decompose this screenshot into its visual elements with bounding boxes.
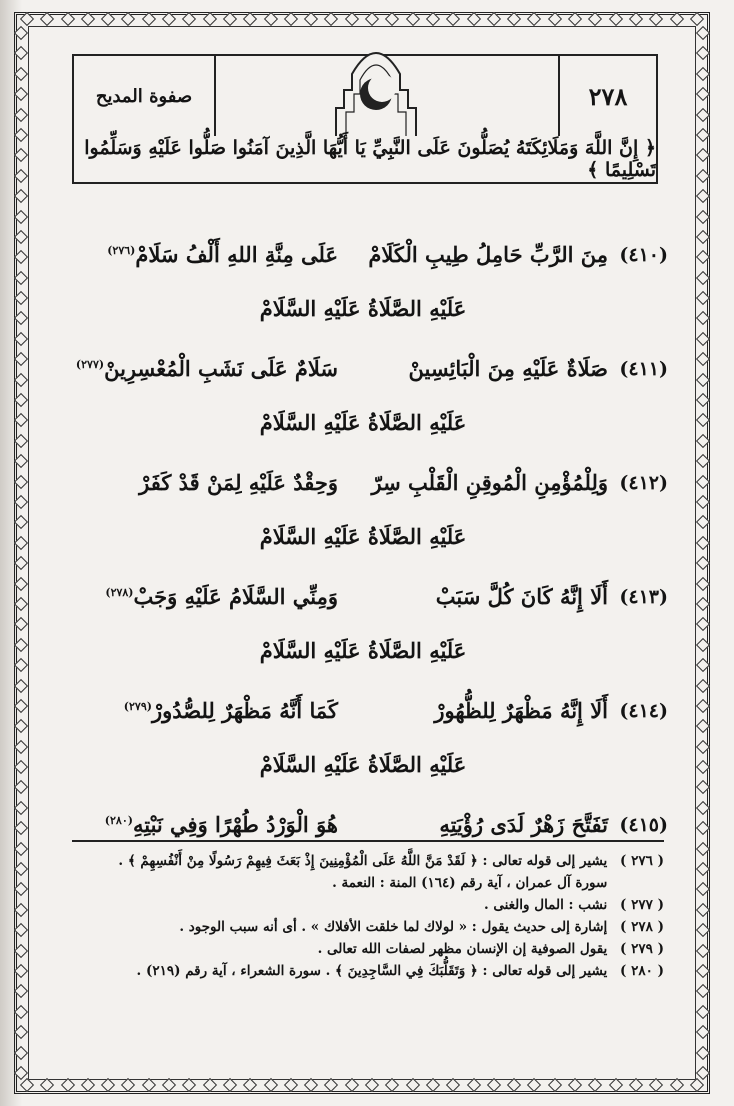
- border-diamond: [14, 271, 28, 285]
- verse-line: [58, 354, 668, 394]
- border-diamond: [61, 12, 75, 26]
- border-diamond: [696, 984, 710, 998]
- border-diamond: [14, 454, 28, 468]
- border-diamond: [14, 638, 28, 652]
- border-diamond: [14, 862, 28, 876]
- border-diamond: [61, 1078, 75, 1092]
- border-diamond: [588, 1078, 602, 1092]
- border-diamond: [696, 944, 710, 958]
- border-diamond: [14, 250, 28, 264]
- border-diamond: [446, 1078, 460, 1092]
- border-diamond: [487, 12, 501, 26]
- footnote-divider: [72, 840, 664, 842]
- border-diamond: [696, 454, 710, 468]
- border-diamond: [696, 903, 710, 917]
- border-diamond: [696, 1066, 710, 1080]
- border-diamond: [696, 230, 710, 244]
- border-diamond: [14, 352, 28, 366]
- border-diamond: [696, 964, 710, 978]
- border-diamond: [696, 352, 710, 366]
- footnote-number: ( ٢٧٨ ): [620, 919, 664, 935]
- border-diamond: [507, 12, 521, 26]
- border-diamond: [284, 1078, 298, 1092]
- border-diamond: [14, 740, 28, 754]
- stanza: [58, 582, 668, 696]
- border-diamond: [101, 12, 115, 26]
- border-diamond: [345, 1078, 359, 1092]
- footnote-text: سورة آل عمران ، آية رقم (١٦٤) المنة : النعمة .: [332, 875, 608, 891]
- border-diamond: [14, 87, 28, 101]
- hemistich-text: كَمَا أَنَّهُ مَظْهَرٌ لِلصُّدُورْ: [151, 698, 338, 723]
- footnote: [72, 940, 664, 962]
- border-diamond: [345, 12, 359, 26]
- border-diamond: [14, 576, 28, 590]
- verse-line: [58, 582, 668, 622]
- verse-second-hemistich: [68, 242, 338, 267]
- border-diamond: [14, 209, 28, 223]
- border-diamond: [385, 12, 399, 26]
- poem-body: [58, 240, 668, 924]
- border-ornament-bottom: [22, 1080, 702, 1090]
- stanza: [58, 354, 668, 468]
- verse-number: (٤١٢): [619, 472, 668, 494]
- border-ornament-left: [16, 28, 26, 1078]
- hemistich-text: هُوَ الْوَرْدُ طُهْرًا وَفِي نَبْتِهِ: [132, 812, 338, 837]
- stanza: [58, 468, 668, 582]
- border-diamond: [304, 12, 318, 26]
- border-diamond: [14, 536, 28, 550]
- verse-line: [58, 240, 668, 280]
- border-diamond: [14, 801, 28, 815]
- border-diamond: [14, 597, 28, 611]
- verse-first-hemistich: تَفَتَّحَ زَهْرٌ لَدَى رُؤْيَتِهِ: [439, 812, 608, 837]
- footnote: [72, 962, 664, 984]
- verse-second-hemistich: [68, 584, 338, 609]
- border-diamond: [14, 332, 28, 346]
- border-diamond: [696, 46, 710, 60]
- border-diamond: [14, 189, 28, 203]
- border-diamond: [203, 12, 217, 26]
- border-diamond: [696, 413, 710, 427]
- verse-line: [58, 810, 668, 850]
- verse-number: (٤١٣): [619, 586, 668, 608]
- border-diamond: [162, 1078, 176, 1092]
- verse-first-hemistich: وَلِلْمُؤْمِنِ الْمُوقِنِ الْقَلْبِ سِرّ: [371, 470, 608, 495]
- verse-second-hemistich: [68, 356, 338, 381]
- border-diamond: [696, 67, 710, 81]
- border-diamond: [609, 1078, 623, 1092]
- footnote-text: يقول الصوفية إن الإنسان مظهر لصفات الله تعالى .: [317, 941, 608, 957]
- book-title: صفوة المديح: [74, 56, 216, 136]
- border-diamond: [696, 658, 710, 672]
- border-diamond: [696, 801, 710, 815]
- verse-second-hemistich: [68, 812, 338, 837]
- footnote-ref: (٢٧٩): [123, 700, 152, 713]
- quran-verse-banner: ﴿ إِنَّ اللَّهَ وَمَلَائِكَتَهُ يُصَلُّونَ عَلَى النَّبِيِّ يَا أَيُّهَا الَّذِينَ آمَنُوا صَلُّوا عَلَيْهِ وَسَلِّمُوا تَسْلِيمًا ﴾: [72, 136, 658, 184]
- border-diamond: [365, 1078, 379, 1092]
- border-diamond: [81, 1078, 95, 1092]
- border-diamond: [696, 576, 710, 590]
- border-diamond: [696, 250, 710, 264]
- footnote-text: يشير إلى قوله تعالى : ﴿ وَتَقَلُّبَكَ فِي السَّاجِدِينَ ﴾ . سورة الشعراء ، آية رقم (٢١٩) .: [136, 963, 608, 979]
- border-diamond: [696, 128, 710, 142]
- border-diamond: [696, 842, 710, 856]
- verse-first-hemistich: صَلَاةٌ عَلَيْهِ مِنَ الْبَائِسِينْ: [408, 356, 608, 381]
- border-diamond: [14, 311, 28, 325]
- border-diamond: [14, 230, 28, 244]
- footnote-number: ( ٢٨٠ ): [620, 963, 664, 979]
- border-diamond: [696, 169, 710, 183]
- border-diamond: [14, 556, 28, 570]
- hemistich-text: وَحِقْدٌ عَلَيْهِ لِمَنْ قَدْ كَفَرْ: [139, 470, 338, 495]
- verse-second-hemistich: [68, 698, 338, 723]
- border-diamond: [14, 107, 28, 121]
- border-diamond: [20, 1078, 34, 1092]
- border-diamond: [284, 12, 298, 26]
- border-diamond: [696, 1045, 710, 1059]
- footnote: [72, 918, 664, 940]
- border-diamond: [14, 699, 28, 713]
- page-header: [72, 54, 658, 138]
- border-diamond: [223, 12, 237, 26]
- crescent-arch-icon: [334, 38, 418, 136]
- verse-line: [58, 696, 668, 736]
- verse-first-hemistich: مِنَ الرَّبِّ حَامِلُ طِيبِ الْكَلَامْ: [368, 242, 608, 267]
- border-diamond: [426, 1078, 440, 1092]
- verse-second-hemistich: [68, 470, 338, 495]
- border-diamond: [696, 678, 710, 692]
- border-diamond: [696, 393, 710, 407]
- border-diamond: [696, 87, 710, 101]
- border-diamond: [14, 617, 28, 631]
- border-diamond: [14, 495, 28, 509]
- border-diamond: [14, 46, 28, 60]
- border-diamond: [14, 780, 28, 794]
- border-diamond: [696, 556, 710, 570]
- border-diamond: [324, 1078, 338, 1092]
- stanza: [58, 240, 668, 354]
- border-diamond: [466, 12, 480, 26]
- border-diamond: [696, 475, 710, 489]
- border-diamond: [14, 821, 28, 835]
- border-diamond: [696, 311, 710, 325]
- border-diamond: [14, 984, 28, 998]
- border-diamond: [426, 12, 440, 26]
- border-diamond: [14, 1025, 28, 1039]
- border-diamond: [690, 12, 704, 26]
- border-diamond: [446, 12, 460, 26]
- border-diamond: [14, 678, 28, 692]
- border-diamond: [696, 271, 710, 285]
- border-diamond: [696, 515, 710, 529]
- footnote-ref: (٢٧٦): [107, 244, 136, 257]
- border-diamond: [81, 12, 95, 26]
- border-diamond: [14, 393, 28, 407]
- border-diamond: [609, 12, 623, 26]
- border-diamond: [507, 1078, 521, 1092]
- refrain: عَلَيْهِ الصَّلَاةُ عَلَيْهِ السَّلَامْ: [259, 638, 467, 663]
- border-diamond: [182, 1078, 196, 1092]
- border-diamond: [14, 719, 28, 733]
- footnote-number: ( ٢٧٩ ): [620, 941, 664, 957]
- border-diamond: [649, 12, 663, 26]
- border-diamond: [669, 1078, 683, 1092]
- footnote-number: ( ٢٧٦ ): [620, 853, 664, 869]
- border-diamond: [696, 495, 710, 509]
- border-diamond: [20, 12, 34, 26]
- border-diamond: [696, 699, 710, 713]
- border-diamond: [696, 189, 710, 203]
- border-diamond: [696, 923, 710, 937]
- footnote: [72, 852, 664, 874]
- border-diamond: [696, 536, 710, 550]
- verse-number: (٤١١): [619, 358, 668, 380]
- border-diamond: [588, 12, 602, 26]
- border-diamond: [696, 740, 710, 754]
- border-diamond: [203, 1078, 217, 1092]
- hemistich-text: عَلَى مِنَّةِ اللهِ أَلْفُ سَلَامْ: [135, 242, 338, 267]
- border-diamond: [263, 12, 277, 26]
- border-diamond: [365, 12, 379, 26]
- border-diamond: [121, 12, 135, 26]
- border-diamond: [40, 12, 54, 26]
- border-diamond: [14, 923, 28, 937]
- border-diamond: [696, 107, 710, 121]
- border-diamond: [243, 1078, 257, 1092]
- border-diamond: [466, 1078, 480, 1092]
- border-diamond: [548, 12, 562, 26]
- stanza: [58, 696, 668, 810]
- border-diamond: [696, 882, 710, 896]
- border-diamond: [14, 1005, 28, 1019]
- border-diamond: [14, 434, 28, 448]
- verse-number: (٤١٥): [619, 814, 668, 836]
- border-diamond: [14, 26, 28, 40]
- verse-number: (٤١٠): [619, 244, 668, 266]
- border-diamond: [304, 1078, 318, 1092]
- footnotes: [72, 852, 664, 984]
- footnote: [72, 874, 664, 896]
- border-diamond: [696, 148, 710, 162]
- border-diamond: [527, 1078, 541, 1092]
- border-diamond: [182, 12, 196, 26]
- border-diamond: [696, 617, 710, 631]
- border-diamond: [14, 291, 28, 305]
- border-diamond: [14, 1045, 28, 1059]
- border-diamond: [14, 903, 28, 917]
- border-diamond: [14, 964, 28, 978]
- border-diamond: [487, 1078, 501, 1092]
- footnote-ref: (٢٧٧): [75, 358, 105, 371]
- border-diamond: [696, 638, 710, 652]
- border-diamond: [696, 291, 710, 305]
- border-diamond: [14, 515, 28, 529]
- border-diamond: [14, 169, 28, 183]
- border-diamond: [14, 67, 28, 81]
- footnote-number: ( ٢٧٧ ): [620, 897, 664, 913]
- border-diamond: [696, 209, 710, 223]
- border-diamond: [14, 842, 28, 856]
- footnote-text: إشارة إلى حديث يقول : « لولاك لما خلقت الأفلاك » . أى أنه سبب الوجود .: [179, 919, 608, 935]
- border-diamond: [121, 1078, 135, 1092]
- border-diamond: [14, 475, 28, 489]
- footnote-text: يشير إلى قوله تعالى : ﴿ لَقَدْ مَنَّ اللَّهُ عَلَى الْمُؤْمِنِينَ إِذْ بَعَثَ فِيهِمْ رَسُولًا مِنْ أَنْفُسِهِمْ ﴾ .: [118, 853, 608, 869]
- border-diamond: [696, 373, 710, 387]
- border-diamond: [14, 128, 28, 142]
- border-diamond: [568, 1078, 582, 1092]
- border-diamond: [649, 1078, 663, 1092]
- border-diamond: [629, 12, 643, 26]
- border-diamond: [14, 944, 28, 958]
- border-ornament-right: [698, 28, 708, 1078]
- footnote: [72, 896, 664, 918]
- border-diamond: [696, 719, 710, 733]
- verse-first-hemistich: أَلَا إِنَّهُ كَانَ كُلَّ سَبَبْ: [435, 584, 608, 609]
- border-diamond: [406, 1078, 420, 1092]
- verse-line: [58, 468, 668, 508]
- border-diamond: [101, 1078, 115, 1092]
- verse-first-hemistich: أَلَا إِنَّهُ مَظْهَرٌ لِلظُّهُورْ: [434, 698, 608, 723]
- border-diamond: [142, 12, 156, 26]
- border-diamond: [406, 12, 420, 26]
- refrain: عَلَيْهِ الصَّلَاةُ عَلَيْهِ السَّلَامْ: [259, 296, 467, 321]
- border-diamond: [223, 1078, 237, 1092]
- border-diamond: [14, 882, 28, 896]
- border-diamond: [696, 332, 710, 346]
- border-diamond: [14, 760, 28, 774]
- footnote-text: نشب : المال والغنى .: [483, 897, 608, 913]
- refrain: عَلَيْهِ الصَّلَاةُ عَلَيْهِ السَّلَامْ: [259, 410, 467, 435]
- border-diamond: [14, 373, 28, 387]
- border-diamond: [669, 12, 683, 26]
- border-diamond: [696, 26, 710, 40]
- border-diamond: [162, 12, 176, 26]
- border-ornament-top: [22, 14, 702, 24]
- border-diamond: [548, 1078, 562, 1092]
- border-diamond: [14, 413, 28, 427]
- border-diamond: [696, 597, 710, 611]
- border-diamond: [14, 1066, 28, 1080]
- refrain: عَلَيْهِ الصَّلَاةُ عَلَيْهِ السَّلَامْ: [259, 752, 467, 777]
- border-diamond: [142, 1078, 156, 1092]
- border-diamond: [14, 148, 28, 162]
- border-diamond: [324, 12, 338, 26]
- border-diamond: [696, 1025, 710, 1039]
- refrain: عَلَيْهِ الصَّلَاةُ عَلَيْهِ السَّلَامْ: [259, 524, 467, 549]
- footnote-ref: (٢٨٠): [104, 814, 133, 827]
- page-number: ٢٧٨: [558, 56, 656, 136]
- border-diamond: [40, 1078, 54, 1092]
- hemistich-text: وَمِنِّي السَّلَامُ عَلَيْهِ وَجَبْ: [133, 584, 338, 609]
- border-diamond: [696, 862, 710, 876]
- border-diamond: [696, 760, 710, 774]
- border-diamond: [14, 658, 28, 672]
- border-diamond: [696, 434, 710, 448]
- border-diamond: [629, 1078, 643, 1092]
- border-diamond: [568, 12, 582, 26]
- border-diamond: [690, 1078, 704, 1092]
- verse-number: (٤١٤): [619, 700, 668, 722]
- border-diamond: [696, 780, 710, 794]
- border-diamond: [385, 1078, 399, 1092]
- border-diamond: [696, 1005, 710, 1019]
- border-diamond: [696, 821, 710, 835]
- border-diamond: [263, 1078, 277, 1092]
- border-diamond: [527, 12, 541, 26]
- border-diamond: [243, 12, 257, 26]
- footnote-ref: (٢٧٨): [105, 586, 134, 599]
- hemistich-text: سَلَامٌ عَلَى نَشَبِ الْمُعْسِرِينْ: [104, 356, 338, 381]
